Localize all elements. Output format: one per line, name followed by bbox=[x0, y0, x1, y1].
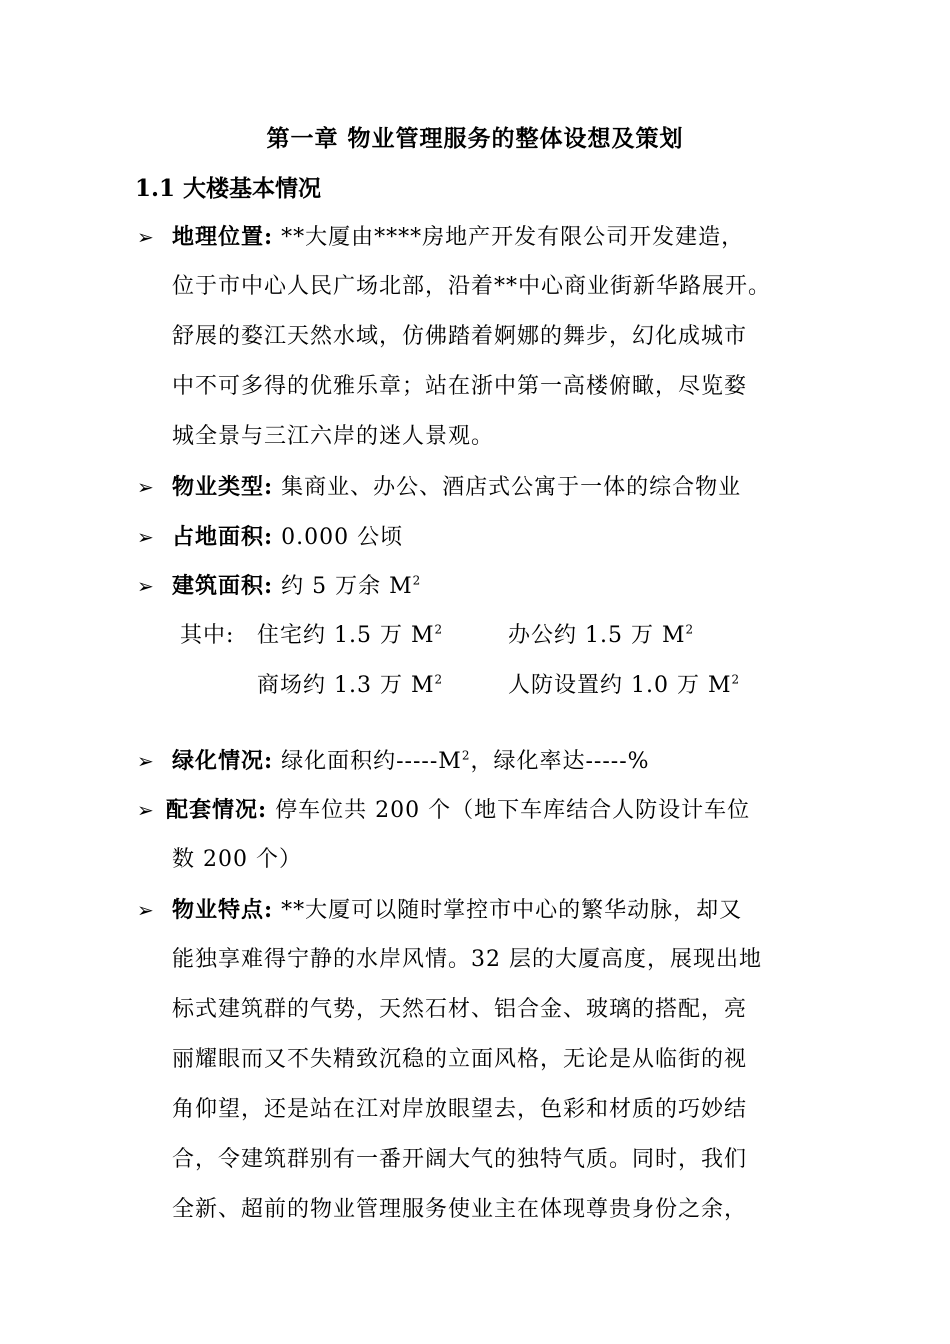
civil-defense-area: 人防设置约 1.0 万 $M^2$ bbox=[508, 672, 741, 698]
features-line-4: 丽耀眼而又不失精致沉稳的立面风格，无论是从临街的视 bbox=[172, 1047, 748, 1072]
features-line-2: 能独享难得宁静的水岸风情。32 层的大厦高度，展现出地 bbox=[172, 947, 762, 972]
features-label: 物业特点: bbox=[172, 897, 274, 923]
location-line-5: 城全景与三江六岸的迷人景观。 bbox=[172, 424, 495, 449]
bullet-arrow-icon: ➢ bbox=[137, 525, 154, 549]
greening-label: 绿化情况: bbox=[172, 748, 274, 774]
location-line-2: 位于市中心人民广场北部，沿着**中心商业街新华路展开。 bbox=[172, 274, 772, 299]
features-line-5: 角仰望，还是站在江对岸放眼望去，色彩和材质的巧妙结 bbox=[172, 1097, 748, 1122]
building-area-line bbox=[172, 571, 421, 602]
office-area: 办公约 1.5 万 $M^2$ bbox=[508, 622, 695, 648]
facilities-line-2: 数 200 个） bbox=[172, 847, 302, 872]
land-area-label: 占地面积: bbox=[172, 524, 274, 550]
bullet-arrow-icon: ➢ bbox=[137, 798, 154, 822]
property-type-line bbox=[172, 472, 741, 503]
location-line-3: 舒展的婺江天然水域，仿佛踏着婀娜的舞步，幻化成城市 bbox=[172, 324, 748, 349]
greening-text-b: ，绿化率达-----% bbox=[470, 749, 650, 774]
bullet-arrow-icon: ➢ bbox=[137, 749, 154, 773]
location-text-1: **大厦由****房地产开发有限公司开发建造， bbox=[281, 225, 745, 250]
features-line-1 bbox=[172, 895, 742, 926]
residential-area: 住宅约 1.5 万 $M^2$ bbox=[257, 622, 444, 648]
chapter-title: 第一章 物业管理服务的整体设想及策划 bbox=[266, 125, 684, 152]
features-line-6: 合，令建筑群别有一番开阔大气的独特气质。同时，我们 bbox=[172, 1147, 748, 1172]
facilities-line-1 bbox=[166, 795, 750, 826]
greening-line: 绿化情况: 绿化面积约$-----M^2$，绿化率达-----% bbox=[172, 748, 650, 774]
bullet-arrow-icon: ➢ bbox=[137, 574, 154, 598]
property-type-text: 集商业、办公、酒店式公寓于一体的综合物业 bbox=[281, 475, 742, 500]
building-area-text: 约 5 万余 M bbox=[281, 574, 413, 599]
features-line-7: 全新、超前的物业管理服务使业主在体现尊贵身份之余， bbox=[172, 1197, 748, 1222]
superscript: 2 bbox=[412, 573, 422, 588]
mall-area: 商场约 1.3 万 $M^2$ bbox=[257, 672, 444, 698]
building-area-label: 建筑面积: bbox=[172, 573, 274, 599]
features-line-3: 标式建筑群的气势，天然石材、铝合金、玻璃的搭配，亮 bbox=[172, 997, 748, 1022]
building-prefix: 其中: bbox=[180, 623, 235, 648]
facilities-text-1: 停车位共 200 个（地下车库结合人防设计车位 bbox=[275, 798, 751, 823]
land-area-line bbox=[172, 522, 403, 553]
features-text-1: **大厦可以随时掌控市中心的繁华动脉，却又 bbox=[281, 898, 743, 923]
land-area-text: 0.000 公顷 bbox=[281, 525, 404, 550]
property-type-label: 物业类型: bbox=[172, 474, 274, 500]
bullet-arrow-icon: ➢ bbox=[137, 898, 154, 922]
location-label: 地理位置: bbox=[172, 224, 274, 250]
bullet-arrow-icon: ➢ bbox=[137, 475, 154, 499]
location-line-1 bbox=[172, 222, 744, 253]
section-heading: 1.1 大楼基本情况 bbox=[135, 175, 322, 202]
facilities-label: 配套情况: bbox=[166, 797, 268, 823]
bullet-arrow-icon: ➢ bbox=[137, 225, 154, 249]
greening-text-a: 绿化面积约-----M bbox=[281, 749, 462, 774]
location-line-4: 中不可多得的优雅乐章；站在浙中第一高楼俯瞰，尽览婺 bbox=[172, 374, 748, 399]
